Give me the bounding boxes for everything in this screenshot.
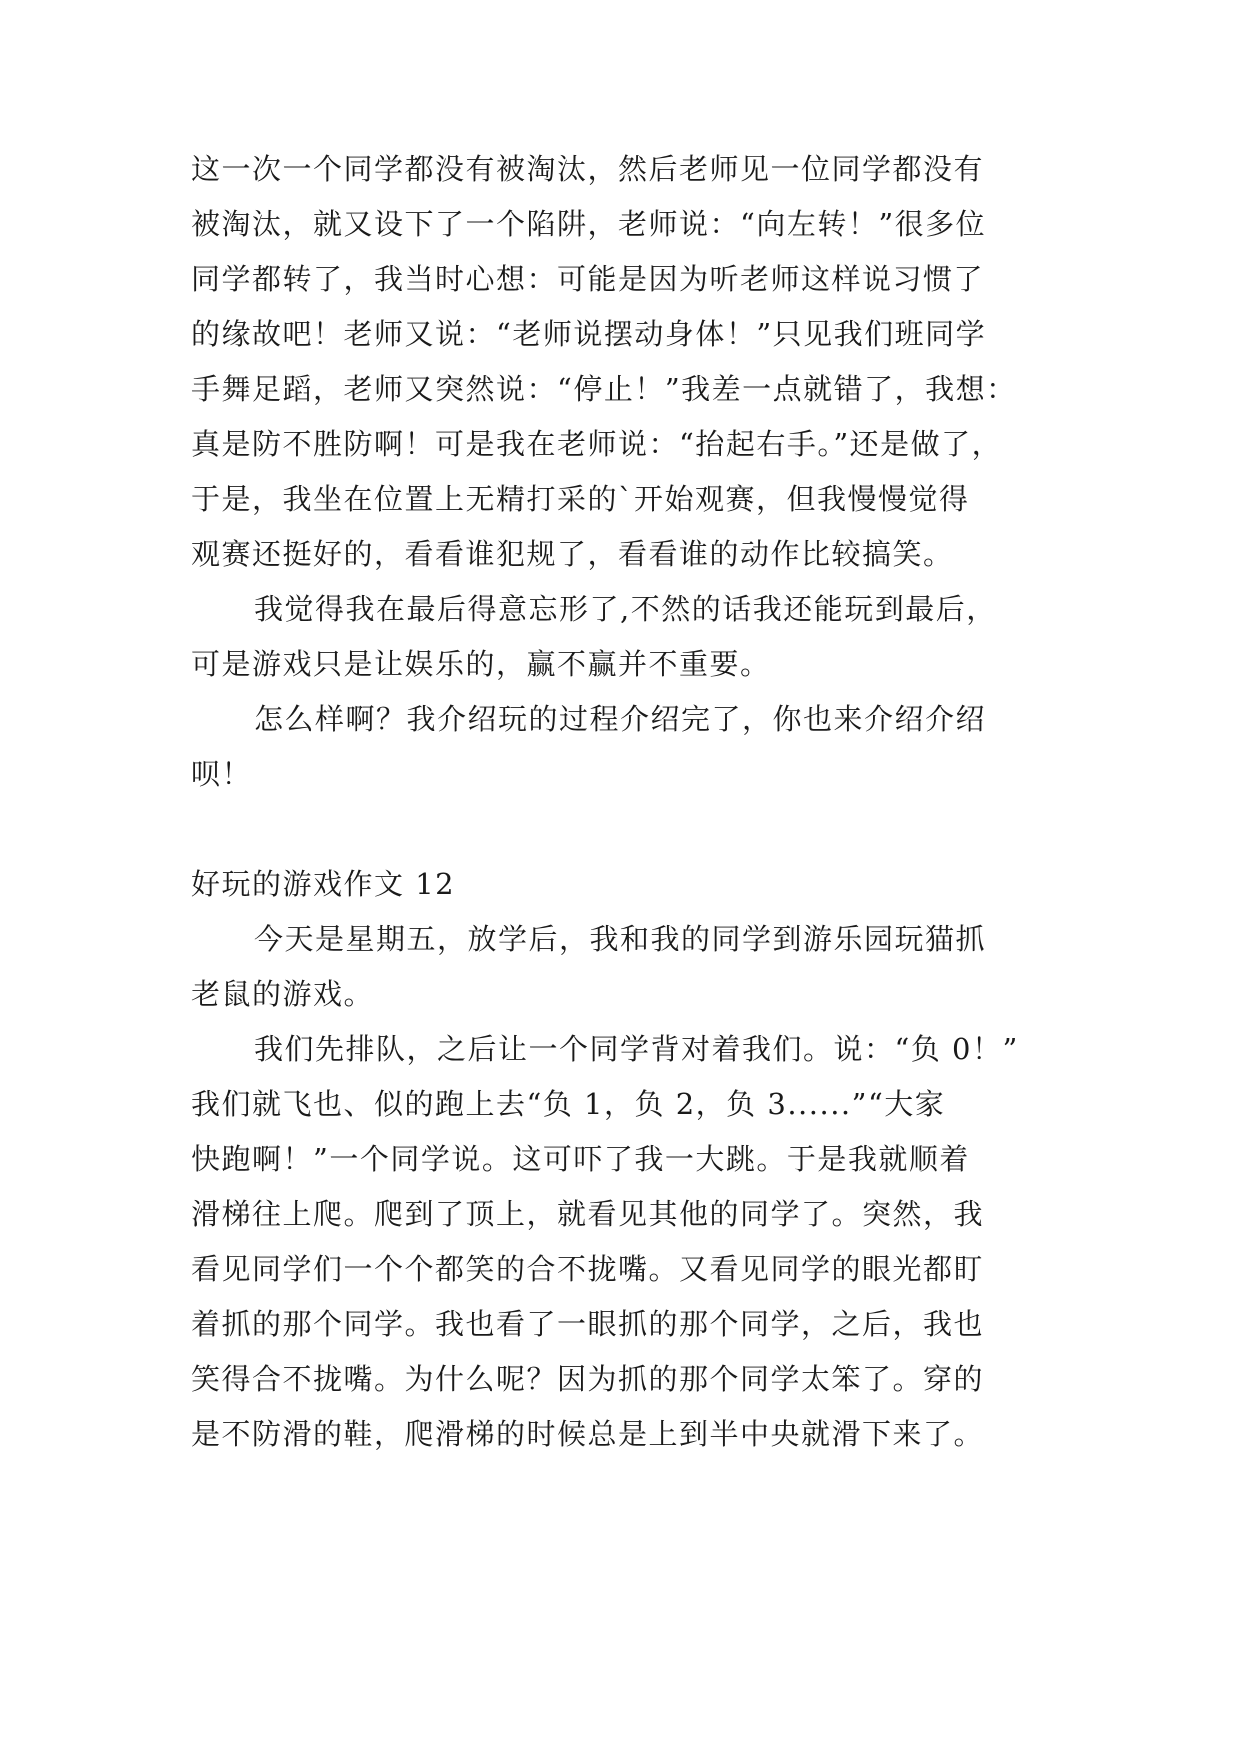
text-line: 今天是星期五，放学后，我和我的同学到游乐园玩猫抓 [254,922,987,956]
text-line: 这一次一个同学都没有被淘汰，然后老师见一位同学都没有 [191,152,985,186]
text-line: 的缘故吧！老师又说：“老师说摆动身体！”只见我们班同学 [191,317,987,351]
section-heading: 好玩的游戏作文 12 [191,867,456,901]
text-line: 怎么样啊？我介绍玩的过程介绍完了，你也来介绍介绍 [254,702,987,736]
text-line: 可是游戏只是让娱乐的，赢不赢并不重要。 [191,647,771,681]
text-line: 笑得合不拢嘴。为什么呢？因为抓的那个同学太笨了。穿的 [191,1362,985,1396]
text-line: 我觉得我在最后得意忘形了,不然的话我还能玩到最后， [254,592,997,626]
text-line: 老鼠的游戏。 [191,977,375,1011]
text-line: 被淘汰，就又设下了一个陷阱，老师说：“向左转！”很多位 [191,207,987,241]
text-line: 快跑啊！”一个同学说。这可吓了我一大跳。于是我就顺着 [191,1142,970,1176]
text-line: 我们就飞也、似的跑上去“负 1，负 2，负 3......”“大家 [191,1087,946,1121]
text-line: 呗！ [191,757,253,791]
text-line: 同学都转了，我当时心想：可能是因为听老师这样说习惯了 [191,262,985,296]
text-line: 是不防滑的鞋，爬滑梯的时候总是上到半中央就滑下来了。 [191,1417,985,1451]
text-line: 着抓的那个同学。我也看了一眼抓的那个同学，之后，我也 [191,1307,985,1341]
text-line: 观赛还挺好的，看看谁犯规了，看看谁的动作比较搞笑。 [191,537,954,571]
text-line: 我们先排队，之后让一个同学背对着我们。说：“负 0！” [254,1032,1019,1066]
text-line: 于是，我坐在位置上无精打采的`开始观赛，但我慢慢觉得 [191,482,970,516]
text-line: 滑梯往上爬。爬到了顶上，就看见其他的同学了。突然，我 [191,1197,985,1231]
text-line: 手舞足蹈，老师又突然说：“停止！”我差一点就错了，我想： [191,372,1017,406]
text-line: 真是防不胜防啊！可是我在老师说：“抬起右手。”还是做了， [191,427,1003,461]
text-line: 看见同学们一个个都笑的合不拢嘴。又看见同学的眼光都盯 [191,1252,985,1286]
